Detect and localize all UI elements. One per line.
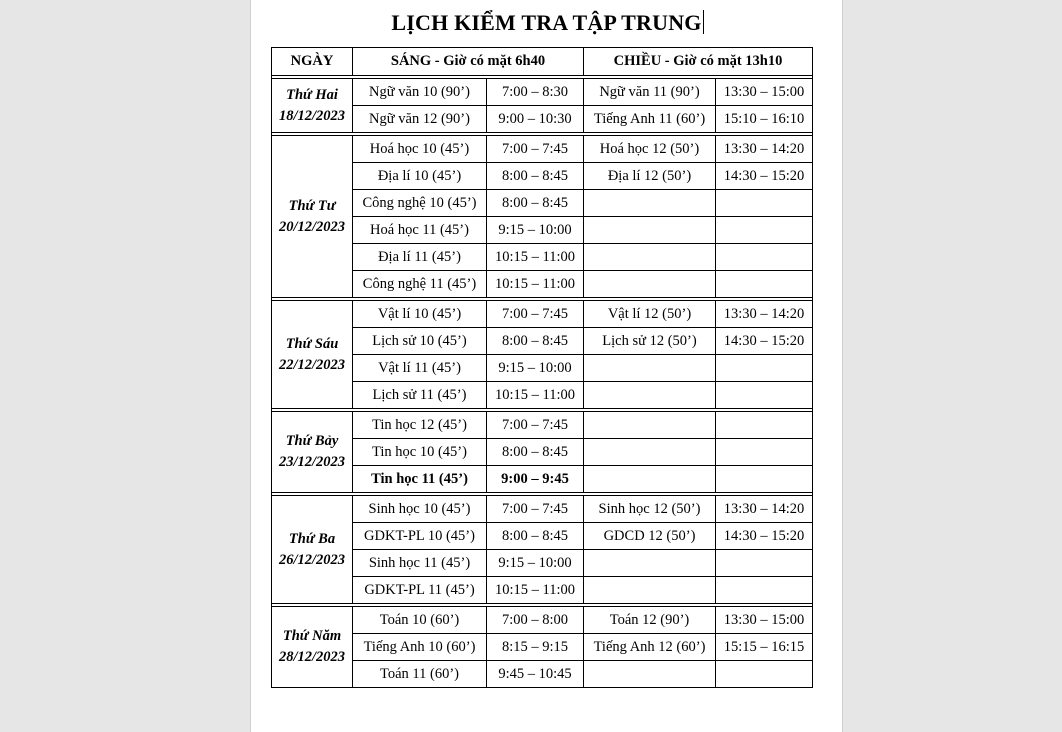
document-title-wrap[interactable] xyxy=(251,8,844,38)
header-morning: SÁNG - Giờ có mặt 6h40 xyxy=(353,48,584,76)
morning-subject-cell: Hoá học 11 (45’) xyxy=(353,217,487,244)
day-cell xyxy=(272,607,353,688)
weekday-label: Thứ Bảy xyxy=(285,433,339,449)
morning-subject-cell: Địa lí 10 (45’) xyxy=(353,163,487,190)
morning-subject-cell: Vật lí 10 (45’) xyxy=(353,301,487,328)
table-row xyxy=(272,661,813,688)
table-row xyxy=(272,79,813,106)
afternoon-time-cell: 15:10 – 16:10 xyxy=(716,106,813,133)
date-label: 28/12/2023 xyxy=(278,649,346,665)
table-row xyxy=(272,301,813,328)
morning-subject-cell: Tin học 12 (45’) xyxy=(353,412,487,439)
table-row xyxy=(272,439,813,466)
morning-time-cell: 7:00 – 7:45 xyxy=(487,412,584,439)
afternoon-time-cell xyxy=(716,244,813,271)
morning-subject-cell: Lịch sử 11 (45’) xyxy=(353,382,487,409)
morning-subject-cell: Ngữ văn 10 (90’) xyxy=(353,79,487,106)
morning-time-cell: 9:15 – 10:00 xyxy=(487,550,584,577)
table-row xyxy=(272,244,813,271)
table-row xyxy=(272,106,813,133)
day-cell xyxy=(272,136,353,298)
table-row xyxy=(272,550,813,577)
header-day: NGÀY xyxy=(272,48,353,76)
afternoon-subject-cell: GDCD 12 (50’) xyxy=(584,523,716,550)
day-cell xyxy=(272,301,353,409)
header-afternoon: CHIỀU - Giờ có mặt 13h10 xyxy=(584,48,813,76)
afternoon-time-cell xyxy=(716,217,813,244)
morning-subject-cell: Toán 10 (60’) xyxy=(353,607,487,634)
afternoon-subject-cell: Vật lí 12 (50’) xyxy=(584,301,716,328)
header-row xyxy=(272,48,813,76)
table-row xyxy=(272,523,813,550)
morning-subject-cell: Tin học 10 (45’) xyxy=(353,439,487,466)
document-title: LỊCH KIỂM TRA TẬP TRUNG xyxy=(391,10,702,35)
morning-subject-cell: Tiếng Anh 10 (60’) xyxy=(353,634,487,661)
morning-time-cell: 8:00 – 8:45 xyxy=(487,523,584,550)
weekday-label: Thứ Ba xyxy=(288,530,336,547)
morning-subject-cell: Ngữ văn 12 (90’) xyxy=(353,106,487,133)
afternoon-subject-cell: Tiếng Anh 12 (60’) xyxy=(584,634,716,661)
morning-time-cell: 9:00 – 10:30 xyxy=(487,106,584,133)
date-label: 18/12/2023 xyxy=(278,107,346,124)
morning-time-cell: 7:00 – 7:45 xyxy=(487,136,584,163)
afternoon-time-cell xyxy=(716,439,813,466)
afternoon-subject-cell xyxy=(584,244,716,271)
morning-subject-cell: Tin học 11 (45’) xyxy=(353,466,487,493)
document-page xyxy=(250,0,843,732)
morning-time-cell: 9:45 – 10:45 xyxy=(487,661,584,688)
afternoon-subject-cell xyxy=(584,439,716,466)
table-row xyxy=(272,466,813,493)
table-row xyxy=(272,412,813,439)
afternoon-time-cell xyxy=(716,412,813,439)
afternoon-subject-cell: Sinh học 12 (50’) xyxy=(584,496,716,523)
morning-time-cell: 9:15 – 10:00 xyxy=(487,355,584,382)
afternoon-subject-cell: Ngữ văn 11 (90’) xyxy=(584,79,716,106)
day-cell xyxy=(272,79,353,133)
morning-time-cell: 8:00 – 8:45 xyxy=(487,190,584,217)
morning-subject-cell: GDKT-PL 11 (45’) xyxy=(353,577,487,604)
afternoon-subject-cell: Địa lí 12 (50’) xyxy=(584,163,716,190)
table-row xyxy=(272,190,813,217)
morning-subject-cell: Vật lí 11 (45’) xyxy=(353,355,487,382)
afternoon-subject-cell xyxy=(584,217,716,244)
morning-subject-cell: Sinh học 10 (45’) xyxy=(353,496,487,523)
weekday-label: Thứ Tư xyxy=(288,197,336,214)
exam-schedule-table xyxy=(271,47,813,688)
afternoon-time-cell: 13:30 – 14:20 xyxy=(716,301,813,328)
afternoon-subject-cell: Tiếng Anh 11 (60’) xyxy=(584,106,716,133)
morning-time-cell: 7:00 – 8:00 xyxy=(487,607,584,634)
morning-subject-cell: Công nghệ 11 (45’) xyxy=(353,271,487,298)
afternoon-time-cell xyxy=(716,190,813,217)
morning-time-cell: 9:15 – 10:00 xyxy=(487,217,584,244)
afternoon-time-cell: 13:30 – 14:20 xyxy=(716,496,813,523)
afternoon-subject-cell xyxy=(584,466,716,493)
morning-subject-cell: Sinh học 11 (45’) xyxy=(353,550,487,577)
morning-subject-cell: Công nghệ 10 (45’) xyxy=(353,190,487,217)
afternoon-time-cell xyxy=(716,382,813,409)
afternoon-time-cell xyxy=(716,550,813,577)
morning-subject-cell: Hoá học 10 (45’) xyxy=(353,136,487,163)
table-row xyxy=(272,607,813,634)
day-cell xyxy=(272,412,353,493)
morning-time-cell: 9:00 – 9:45 xyxy=(487,466,584,493)
afternoon-subject-cell: Hoá học 12 (50’) xyxy=(584,136,716,163)
date-label: 22/12/2023 xyxy=(278,356,346,373)
text-cursor xyxy=(703,10,704,34)
afternoon-time-cell xyxy=(716,271,813,298)
morning-subject-cell: Lịch sử 10 (45’) xyxy=(353,328,487,355)
date-label: 23/12/2023 xyxy=(278,454,346,470)
date-label: 26/12/2023 xyxy=(278,551,346,568)
afternoon-time-cell xyxy=(716,355,813,382)
afternoon-subject-cell xyxy=(584,190,716,217)
morning-time-cell: 10:15 – 11:00 xyxy=(487,271,584,298)
afternoon-subject-cell: Toán 12 (90’) xyxy=(584,607,716,634)
table-row xyxy=(272,217,813,244)
morning-time-cell: 10:15 – 11:00 xyxy=(487,244,584,271)
weekday-label: Thứ Hai xyxy=(286,86,338,103)
afternoon-subject-cell xyxy=(584,355,716,382)
afternoon-subject-cell xyxy=(584,550,716,577)
afternoon-time-cell: 14:30 – 15:20 xyxy=(716,163,813,190)
table-row xyxy=(272,163,813,190)
table-row xyxy=(272,577,813,604)
table-row xyxy=(272,328,813,355)
afternoon-time-cell xyxy=(716,577,813,604)
table-row xyxy=(272,136,813,163)
morning-time-cell: 8:15 – 9:15 xyxy=(487,634,584,661)
schedule-body xyxy=(272,76,813,688)
morning-time-cell: 7:00 – 7:45 xyxy=(487,301,584,328)
afternoon-time-cell: 13:30 – 14:20 xyxy=(716,136,813,163)
afternoon-subject-cell: Lịch sử 12 (50’) xyxy=(584,328,716,355)
afternoon-subject-cell xyxy=(584,577,716,604)
afternoon-time-cell: 13:30 – 15:00 xyxy=(716,79,813,106)
afternoon-subject-cell xyxy=(584,382,716,409)
morning-time-cell: 8:00 – 8:45 xyxy=(487,163,584,190)
day-cell xyxy=(272,496,353,604)
afternoon-time-cell: 15:15 – 16:15 xyxy=(716,634,813,661)
morning-time-cell: 7:00 – 8:30 xyxy=(487,79,584,106)
date-label: 20/12/2023 xyxy=(278,218,346,235)
afternoon-time-cell xyxy=(716,466,813,493)
afternoon-time-cell: 14:30 – 15:20 xyxy=(716,328,813,355)
morning-time-cell: 7:00 – 7:45 xyxy=(487,496,584,523)
morning-time-cell: 10:15 – 11:00 xyxy=(487,577,584,604)
morning-subject-cell: Toán 11 (60’) xyxy=(353,661,487,688)
table-row xyxy=(272,355,813,382)
weekday-label: Thứ Sáu xyxy=(285,335,339,352)
afternoon-subject-cell xyxy=(584,271,716,298)
morning-subject-cell: GDKT-PL 10 (45’) xyxy=(353,523,487,550)
afternoon-time-cell xyxy=(716,661,813,688)
morning-time-cell: 8:00 – 8:45 xyxy=(487,439,584,466)
table-row xyxy=(272,634,813,661)
morning-time-cell: 10:15 – 11:00 xyxy=(487,382,584,409)
afternoon-subject-cell xyxy=(584,661,716,688)
afternoon-time-cell: 13:30 – 15:00 xyxy=(716,607,813,634)
table-row xyxy=(272,382,813,409)
afternoon-time-cell: 14:30 – 15:20 xyxy=(716,523,813,550)
morning-subject-cell: Địa lí 11 (45’) xyxy=(353,244,487,271)
table-row xyxy=(272,496,813,523)
afternoon-subject-cell xyxy=(584,412,716,439)
morning-time-cell: 8:00 – 8:45 xyxy=(487,328,584,355)
table-row xyxy=(272,271,813,298)
weekday-label: Thứ Năm xyxy=(282,628,342,644)
